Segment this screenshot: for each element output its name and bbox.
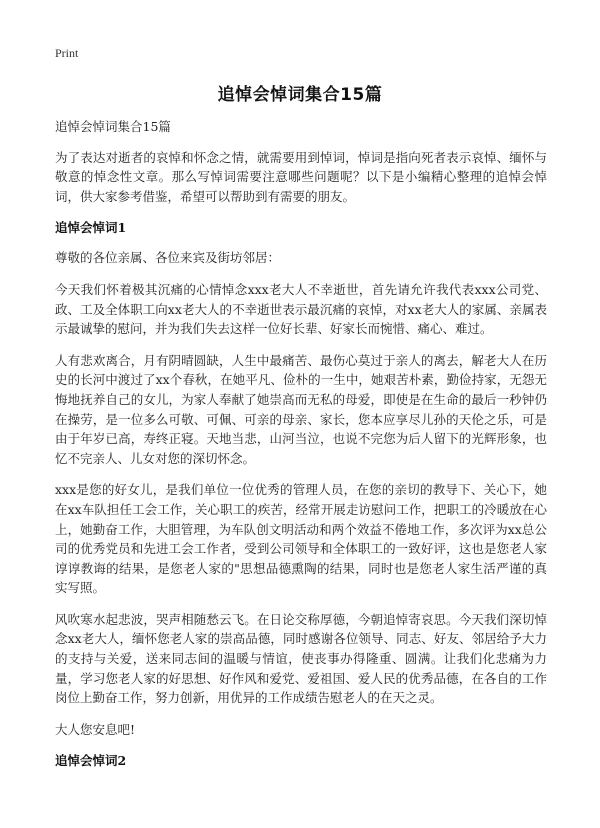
body-paragraph: 风吹寒水起悲波，哭声相随愁云飞。在日论交称厚德，今朝追悼寄哀思。今天我们深切悼念xx老大人，缅怀您老人家的崇高品德，同时感谢各位领导、同志、好友、邻居给予大力的支持与关爱，送来同志间的温暖与情谊，使丧事办得隆重、圆满。让我们化悲痛为力量，学习您老人家的好思想、好作风和爱党、爱祖国、爱人民的优秀品德，在各自的工作岗位上勤奋工作，努力创新，用优异的工作成绩告慰老人的在天之灵。 — [55, 611, 547, 706]
body-paragraph: 今天我们怀着极其沉痛的心情悼念xxx老大人不幸逝世，首先请允许我代表xxx公司党、政、工及全体职工向xx老大人的不幸逝世表示最沉痛的哀悼，对xx老大人的家属、亲属表示最诚挚的慰问，并为我们失去这样一位好长辈、好家长而惋惜、痛心、难过。 — [55, 281, 547, 337]
body-paragraph: xxx是您的好女儿，是我们单位一位优秀的管理人员，在您的亲切的教导下、关心下，她在xx车队担任工会工作，关心职工的疾苦，经常开展走访慰问工作，把职工的冷暖放在心上，她勤奋工作，大胆管理，为车队创文明活动和两个效益不倦地工作，多次评为xx总公司的优秀党员和先进工会工作者，受到公司领导和全体职工的一致好评，这也是您老人家谆谆教诲的结果，是您老人家的"思想品德熏陶的结果，同时也是您老人家生活严谨的真实写照。 — [55, 482, 547, 596]
section-heading-2: 追悼会悼词2 — [55, 753, 127, 769]
document-body — [55, 117, 547, 781]
greeting-paragraph: 尊敬的各位亲属、各位来宾及街坊邻居： — [55, 250, 281, 266]
body-paragraph: 人有悲欢离合，月有阴晴圆缺，人生中最痛苦、最伤心莫过于亲人的离去，解老大人在历史的长河中渡过了xx个春秋，在她平凡、俭朴的一生中，她艰苦朴素，勤俭持家，无怨无悔地抚养自己的女儿，为家人奉献了她崇高而无私的母爱，即使是在生命的最后一秒钟仍在操劳，是一位多么可敬、可佩、可亲的母亲、家长，您本应享尽儿孙的天伦之乐，可是由于年岁已高，寿终正寝。天地当悲，山河当泣，也说不完您为后人留下的光辉形象，也忆不完亲人、儿女对您的深切怀念。 — [55, 352, 547, 466]
print-label: Print — [55, 46, 79, 60]
document-title: 追悼会悼词集合15篇 — [217, 85, 383, 105]
closing-paragraph: 大人您安息吧! — [55, 721, 136, 737]
document-subtitle: 追悼会悼词集合15篇 — [55, 119, 171, 134]
intro-paragraph: 为了表达对逝者的哀悼和怀念之情，就需要用到悼词，悼词是指向死者表示哀悼、缅怀与敬意的悼念性文章。那么写悼词需要注意哪些问题呢？以下是小编精心整理的追悼会悼词，供大家参考借鉴，希望可以帮助到有需要的朋友。 — [55, 149, 547, 204]
section-heading-1: 追悼会悼词1 — [55, 220, 127, 236]
